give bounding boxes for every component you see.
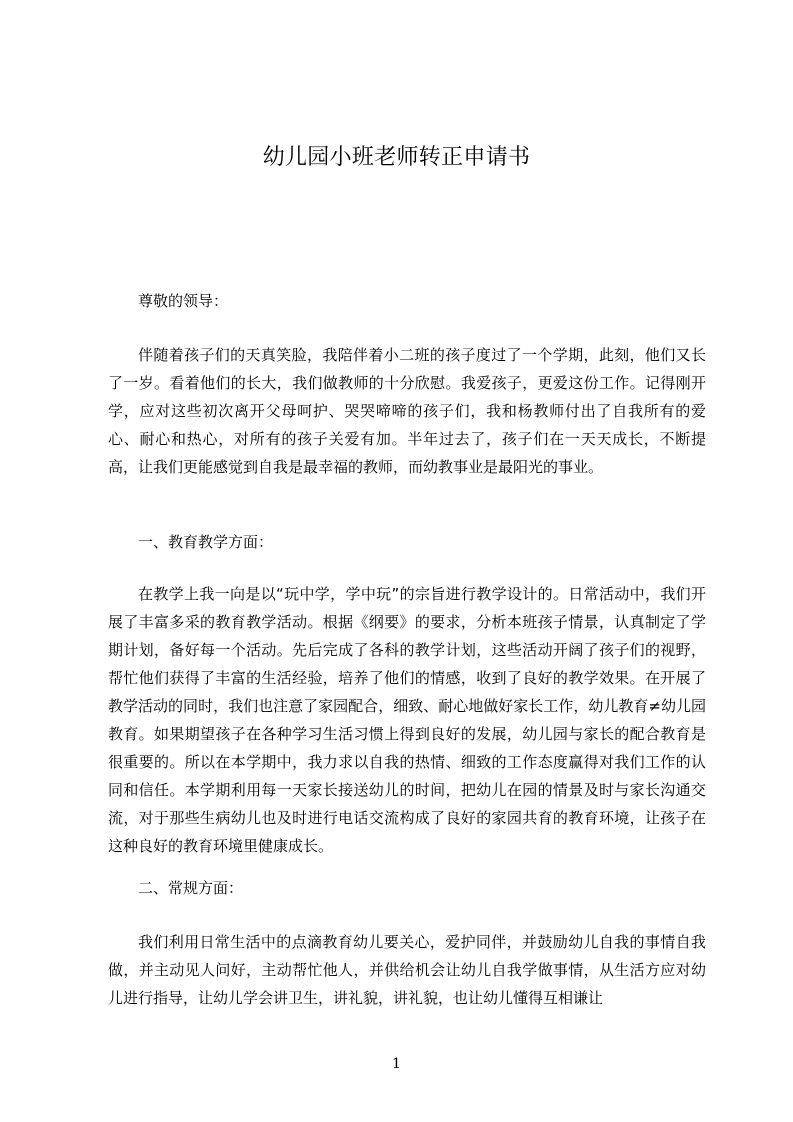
intro-paragraph: 伴随着孩子们的天真笑脸，我陪伴着小二班的孩子度过了一个学期，此刻，他们又长了一岁。看着他们的长大，我们做教师的十分欣慰。我爱孩子，更爱这份工作。记得刚开学，应对这些初次离开父母呵护、哭哭啼啼的孩子们，我和杨教师付出了自我所有的爱心、耐心和热心，对所有的孩子关爱有加。半年过去了，孩子们在一天天成长，不断提高，让我们更能感觉到自我是最幸福的教师，而幼教事业是最阳光的事业。 (108, 346, 706, 476)
page-number: 1 (392, 1056, 401, 1072)
page-title: 幼儿园小班老师转正申请书 (262, 145, 531, 170)
section-paragraph-routine: 我们利用日常生活中的点滴教育幼儿要关心，爱护同伴，并鼓励幼儿自我的事情自我做，并主动见人问好，主动帮忙他人，并供给机会让幼儿自我学做事情，从生活方应对幼儿进行指导，让幼儿学会讲卫生，讲礼貌，讲礼貌，也让幼儿懂得互相谦让 (108, 933, 706, 1007)
salutation: 尊敬的领导： (138, 292, 229, 310)
section-paragraph-teaching: 在教学上我一向是以“玩中学，学中玩”的宗旨进行教学设计的。日常活动中，我们开展了丰富多采的教育教学活动。根据《纲要》的要求，分析本班孩子情景，认真制定了学期计划，备好每一个活动。先后完成了各科的教学计划，这些活动开阔了孩子们的视野，帮忙他们获得了丰富的生活经验，培养了他们的情感，收到了良好的教学效果。在开展了教学活动的同时，我们也注意了家园配合，细致、耐心地做好家长工作，幼儿教育≠幼儿园教育。如果期望孩子在各种学习生活习惯上得到良好的发展，幼儿园与家长的配合教育是很重要的。所以在本学期中，我力求以自我的热情、细致的工作态度赢得对我们工作的认同和信任。本学期利用每一天家长接送幼儿的时间，把幼儿在园的情景及时与家长沟通交流，对于那些生病幼儿也及时进行电话交流构成了良好的家园共育的教育环境，让孩子在这种良好的教育环境里健康成长。 (108, 585, 706, 855)
section-heading-routine: 二、常规方面： (138, 879, 244, 897)
section-heading-teaching: 一、教育教学方面： (138, 533, 274, 551)
